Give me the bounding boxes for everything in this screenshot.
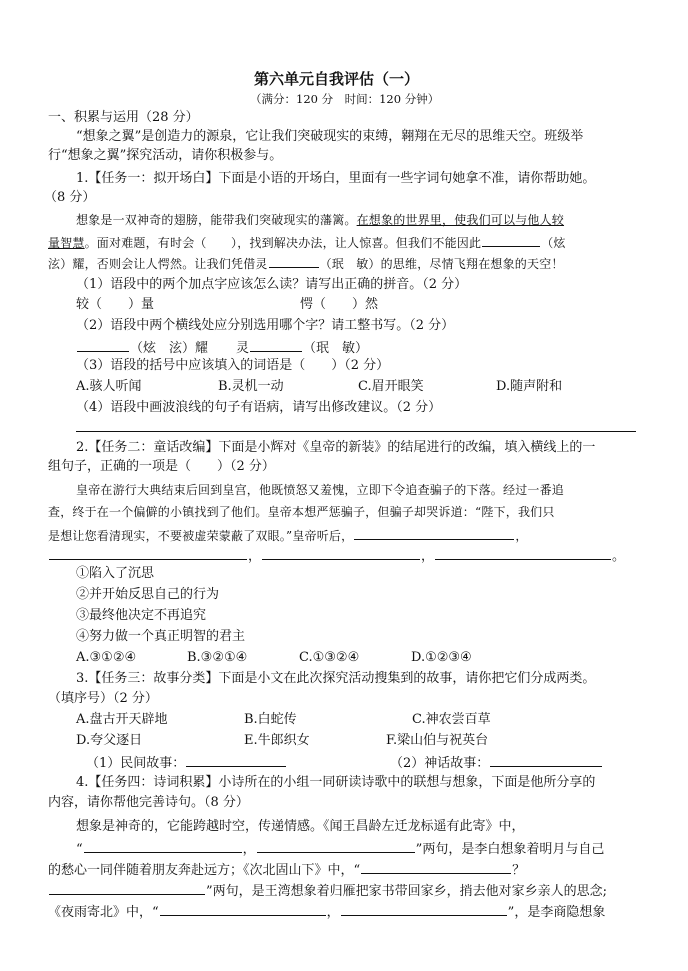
q1-sub-3: （3）语段的括号中应该填入的词语是（ ）（2 分）: [76, 358, 390, 373]
q4-heading-2: 内容，请你帮他完善诗句。（8 分）: [48, 795, 249, 810]
q2-heading-2: 组句子，正确的一项是（ ）（2 分）: [48, 459, 275, 474]
passage-text: 泫）耀，否则会让人愕然。让我们凭借灵: [48, 257, 268, 271]
intro-line-2: 行“想象之翼”探究活动，请你积极参与。: [48, 148, 283, 163]
q2-blank-row: ， ， 。: [48, 547, 625, 564]
blank-line[interactable]: [435, 547, 611, 560]
blank-line[interactable]: [354, 527, 514, 540]
q1-passage-line-1: [76, 213, 564, 228]
poem-text: ？: [512, 863, 526, 878]
q1-option-d[interactable]: D.随声附和: [496, 379, 563, 394]
passage-underlined-text: 量智慧: [48, 236, 85, 250]
q2-heading: 2.【任务二：童话改编】下面是小辉对《皇帝的新装》的结尾进行的改编，填入横线上的一: [76, 440, 596, 455]
quote-mark: “: [76, 842, 83, 857]
q2-passage-line-2: 查，终于在一个偏僻的小镇找到了他们。皇帝本想严惩骗子，但骗子却哭诉道：“陛下，我们只: [48, 505, 555, 519]
q4-line-1: 想象是神奇的，它能跨越时空，传递情感。《闻王昌龄左迁龙标遥有此寄》中，: [76, 819, 525, 834]
poem-text: ，: [326, 905, 340, 920]
q1-option-b[interactable]: B.灵机一动: [218, 379, 284, 394]
q2-item-3: ③最终他决定不再追究: [76, 608, 207, 623]
q1-sub-1-answer-b[interactable]: 愕（ ）然: [300, 297, 379, 312]
q2-item-4: ④努力做一个真正明智的君主: [76, 629, 246, 644]
blank-line[interactable]: [490, 754, 602, 767]
blank-line[interactable]: [49, 882, 205, 895]
q2-option-b[interactable]: B.③②①④: [187, 650, 248, 665]
passage-text: 想象是一双神奇的翅膀，能带我们突破现实的藩篱。: [76, 213, 357, 227]
passage-text: 是想让您看清现实，不要被虚荣蒙蔽了双眼。”皇帝听后，: [48, 529, 354, 543]
blank-line[interactable]: [482, 234, 540, 247]
q3-story-c: C.神农尝百草: [412, 712, 491, 727]
poem-text: ”，是李商隐想象: [507, 905, 606, 920]
blank-line[interactable]: [160, 903, 326, 916]
q1-option-a[interactable]: A.骇人听闻: [76, 379, 142, 394]
q1-sub-4: （4）语段中画波浪线的句子有语病，请写出修改建议。（2 分）: [76, 400, 442, 415]
blank-line[interactable]: [269, 255, 319, 268]
blank-line[interactable]: [262, 547, 420, 560]
blank-line[interactable]: [84, 840, 242, 853]
q4-line-2: “ ， ”两句，是李白想象着明月与自己: [76, 842, 605, 857]
q2-item-1: ①陷入了沉思: [76, 566, 155, 581]
passage-text: （炫: [541, 236, 566, 250]
blank-line[interactable]: [186, 754, 286, 767]
q3-category-1: [86, 754, 287, 771]
page-title: 第六单元自我评估（一）: [254, 70, 420, 88]
q1-option-c[interactable]: C.眉开眼笑: [358, 379, 424, 394]
q1-score: （8 分）: [44, 190, 96, 205]
q3-heading: 3.【任务三：故事分类】下面是小文在此次探究活动搜集到的故事，请你把它们分成两类。: [76, 671, 596, 686]
q2-passage-line-3: 是想让您看清现实，不要被虚荣蒙蔽了双眼。”皇帝听后， ，: [48, 529, 528, 543]
q1-passage-line-3: [48, 255, 564, 272]
q1-passage-line-2: [48, 234, 566, 251]
blank-line[interactable]: [49, 547, 247, 560]
passage-text: （珉 敏）的思维，尽情飞翔在想象的天空！: [319, 257, 564, 271]
page-subtitle: （满分：120 分 时间：120 分钟）: [250, 92, 440, 106]
q3-heading-2: （填序号）（2 分）: [48, 691, 158, 706]
q1-sub-2: （2）语段中两个横线处应分别选用哪个字？请工整书写。（2 分）: [76, 318, 455, 333]
q1-sub-1-answer-a[interactable]: 较（ ）量: [76, 297, 155, 312]
q4-line-4: [48, 882, 607, 899]
blank-line[interactable]: [341, 903, 507, 916]
answer-line[interactable]: [76, 431, 636, 432]
category-label: （2）神话故事：: [390, 756, 490, 771]
q2-passage-line-1: 皇帝在游行大典结束后回到皇宫，他既愤怒又羞愧，立即下令追查骗子的下落。经过一番追: [76, 483, 565, 497]
poem-text: 的愁心一同伴随着朋友奔赴远方；《次北固山下》中，“: [48, 863, 361, 878]
passage-text: 。面对难题，有时会（ ），找到解决办法，让人惊喜。但我们不能因此: [84, 236, 482, 250]
poem-text: ”两句，是李白想象着明月与自己: [415, 842, 605, 857]
blank-line[interactable]: [361, 861, 511, 874]
q2-option-c[interactable]: C.①③②④: [299, 650, 360, 665]
q1-heading: 1.【任务一：拟开场白】下面是小语的开场白，里面有一些字词句她拿不准，请你帮助她。: [76, 171, 596, 186]
q4-heading: 4.【任务四：诗词积累】小诗所在的小组一同研读诗歌中的联想与想象，下面是他所分享的: [76, 775, 596, 790]
answer-choice-text: 灵: [236, 341, 250, 356]
q2-item-2: ②并开始反思自己的行为: [76, 587, 220, 602]
q4-line-5: [48, 903, 605, 920]
q2-option-a[interactable]: A.③①②④: [76, 650, 137, 665]
q2-option-d[interactable]: D.①②③④: [411, 650, 472, 665]
q3-story-f: F.梁山伯与祝英台: [386, 733, 489, 748]
blank-line[interactable]: [257, 840, 415, 853]
section-heading: 一、积累与运用（28 分）: [48, 110, 199, 125]
answer-choice-text: （炫 泫）耀: [130, 341, 209, 356]
passage-underlined-text: 在想象的世界里，使我们可以与他人较: [356, 213, 565, 227]
q3-story-a: A.盘古开天辟地: [76, 712, 168, 727]
q1-sub-1: （1）语段中的两个加点字应该怎么读？请写出正确的拼音。（2 分）: [76, 277, 468, 292]
poem-text: 《夜雨寄北》中，“: [48, 905, 159, 920]
q4-line-3: [48, 861, 525, 878]
intro-line-1: “想象之翼”是创造力的源泉，它让我们突破现实的束缚，翱翔在无尽的思维天空。班级举: [76, 129, 584, 144]
blank-line[interactable]: [250, 339, 302, 352]
q3-story-e: E.牛郎织女: [244, 733, 310, 748]
q3-story-d: D.夸父逐日: [76, 733, 143, 748]
answer-choice-text: （珉 敏）: [303, 341, 369, 356]
q3-story-b: B.白蛇传: [244, 712, 297, 727]
poem-text: ”两句，是王湾想象着归雁把家书带回家乡，捎去他对家乡亲人的思念;: [206, 884, 608, 899]
category-label: （1）民间故事：: [86, 756, 186, 771]
blank-line[interactable]: [77, 339, 129, 352]
q1-sub-2-answers: [76, 339, 368, 356]
q3-category-2: [390, 754, 603, 771]
